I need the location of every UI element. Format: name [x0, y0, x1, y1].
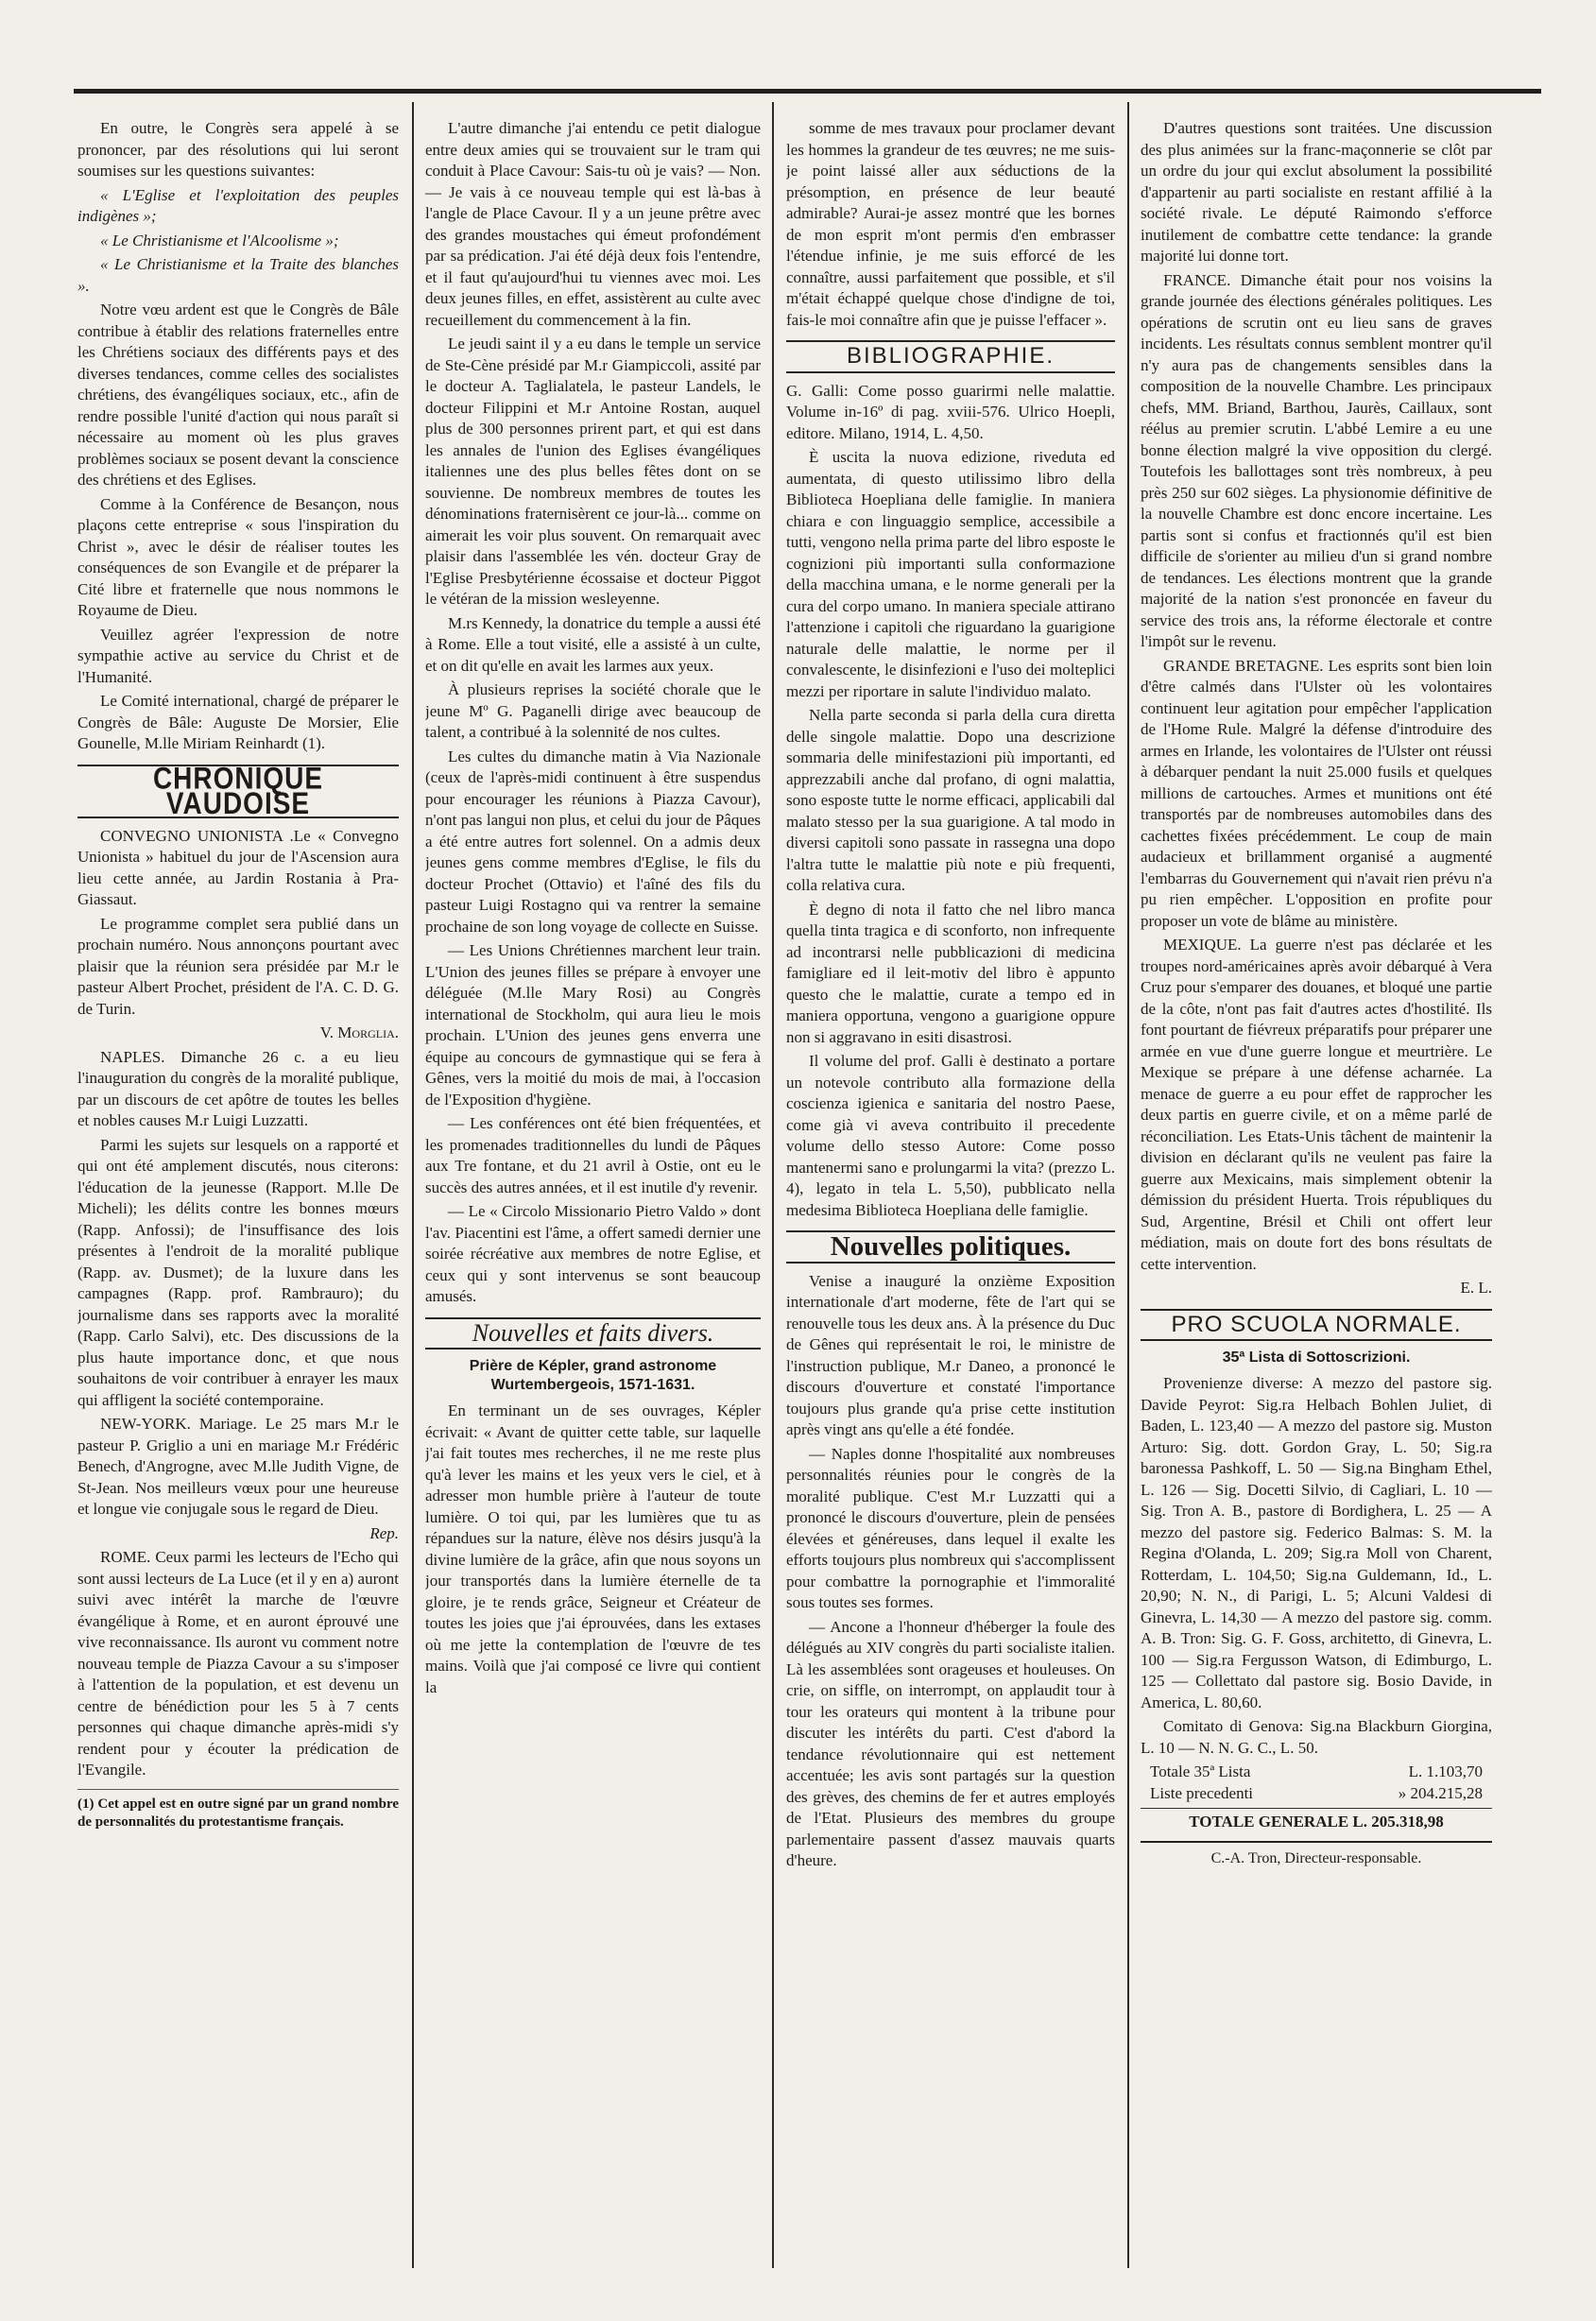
heading-text: Nouvelles et faits divers.	[472, 1318, 714, 1347]
paragraph: NAPLES. Dimanche 26 c. a eu lieu l'inauguration du congrès de la moralité publique, par un discours de cet apôtre de toutes les belles et nobles causes M.r Luigi Luzzatti.	[77, 1047, 399, 1129]
paragraph: « Le Christianisme et l'Alcoolisme »;	[100, 231, 339, 249]
subtotal-value: L. 1.103,70	[1408, 1762, 1483, 1780]
section-heading-bibliographie	[786, 340, 1115, 373]
paragraph: È degno di nota il fatto che nel libro manca quella tinta tragica e di sconforto, non infrequente ad incontrarsi nelle pubblicazioni di medicina famigliare ed il leit-motiv del libro è appunto questo che le malattie, curate a tempo ed in maniera opportuna, vengono a guarigione oppure non si aggravano in esiti disastrosi.	[786, 900, 1115, 1046]
paragraph: — Ancone a l'honneur d'héberger la foule des délégués au XIV congrès du parti socialiste italien. Là les assemblées sont orageuses et houleuses. On crie, on siffle, on interrompt, on applaudit tour à tour les orateurs qui montent à la tribune pour discuter les intérêts du parti. C'est d'abord la tendance révolutionnaire qui est nettement accentuée; les avis sont partagés sur la question des grèves, des chemins de fer et autres employés de l'Etat. Plusieurs des membres du groupe parlementaire passent d'assez mauvais quarts d'heure.	[786, 1617, 1115, 1869]
paragraph: Parmi les sujets sur lesquels on a rapporté et qui ont été amplement discutés, nous citerons: l'éducation de la jeunesse (Rapport. M.lle De Micheli); les délits contre les bonnes mœurs (Rapp. Anfossi); de l'insuffisance des lois présentes à l'endroit de la moralité publique (Rapp. av. Dusmet); de la luxure dans les campagnes (Rapp. prof. Rambrauro); du journalisme dans ses rapports avec la moralité (Rapp. Carlo Salvi), etc. Des discussions de la plus haute importance donc, et que nous souhaitons de voir contribuer à enrayer les maux qui affligent la société contemporaine.	[77, 1135, 399, 1409]
paragraph: — Les conférences ont été bien fréquentées, et les promenades traditionnelles du lundi de Pâques aux Tre fontane, et du 21 avril à Ostie, ont eu le succès des autres années, et il est inutile d'y revenir.	[425, 1114, 761, 1196]
heading-text: Nouvelles politiques.	[830, 1231, 1072, 1262]
rep-signature: Rep.	[369, 1523, 399, 1542]
paragraph: — Le « Circolo Missionario Pietro Valdo » dont l'av. Piacentini est l'âme, a offert samedi dernier une soirée récréative aux membres de notre Eglise, et ceux qui y sont intervenus se sont beaucoup amusés.	[425, 1202, 761, 1305]
grand-total: TOTALE GENERALE L. 205.318,98	[1141, 1808, 1492, 1833]
paragraph: ROME. Ceux parmi les lecteurs de l'Echo qui sont aussi lecteurs de La Luce (et il y en a) auront suivi avec intérêt la marche de l'œuvre évangélique à Rome, et en auront éprouvé une vive reconnaissance. Ils auront vu comment notre nouveau temple de Piazza Cavour a su s'imposer à l'attention de la population, et est devenu un centre de bénédiction pour les 5 à 7 cents personnes qui chaque dimanche après-midi s'y rendent pour y écouter la prédication de l'Evangile.	[77, 1548, 399, 1779]
section-heading-pro-scuola	[1141, 1309, 1492, 1342]
paragraph: En outre, le Congrès sera appelé à se prononcer, par des résolutions qui lui seront soumises sur les questions suivantes:	[77, 119, 399, 180]
paragraph: « Le Christianisme et la Traite des blanches ».	[77, 255, 399, 295]
paragraph: Notre vœu ardent est que le Congrès de Bâle contribue à établir des relations fraternelles entre les Chrétiens sociaux des différents pays et des diverses tendances, comme celles des socialistes chrétiens, des évangéliques sociaux, etc., afin de rendre possible l'unité d'action qui nous paraît si nécessaire au moment où les plus graves problèmes sociaux se posent devant la conscience des chrétiens et des Eglises.	[77, 301, 399, 489]
subtotal-label: Totale 35ª Lista	[1150, 1762, 1251, 1780]
paragraph: CONVEGNO UNIONISTA .Le « Convegno Unionista » habituel du jour de l'Ascension aura lieu cette année, au Jardin Rostania à Pra-Giassaut.	[77, 826, 399, 908]
paragraph: « L'Eglise et l'exploitation des peuples indigènes »;	[77, 185, 399, 225]
heading-text: CHRONIQUE VAUDOISE	[152, 761, 324, 819]
subheading: Prière de Képler, grand astronome Wurtembergeois, 1571-1631.	[469, 1358, 717, 1393]
paragraph: GRANDE BRETAGNE. Les esprits sont bien loin d'être calmés dans l'Ulster où les volontaires continuent leur agitation pour empêcher l'application de l'Home Rule. Malgré la défense d'introduire des armes en Irlande, les volontaires de l'Ulster ont réussi à débarquer pendant la nuit 25.000 fusils et quelques millions de cartouches. Armes et munitions ont été transportés par de nombreuses automobiles dans des cachettes fixées précédemment. Le coup de main audacieux et brillamment organisé a augmenté l'embarras du Gouvernement qui n'avait rien prévu n'a pu rien empêcher. L'opposition en profite pour proposer un vote de blâme au ministère.	[1141, 656, 1492, 930]
paragraph: Veuillez agréer l'expression de notre sympathie active au service du Christ et de l'Humanité.	[77, 625, 399, 686]
paragraph: FRANCE. Dimanche était pour nos voisins la grande journée des élections générales politiques. Les opérations de scrutin ont eu lieu sans de graves incidents. Les résultats connus semblent montrer qu'il n'y aura pas de changements sensibles dans la composition de la nouvelle Chambre. Les principaux chefs, MM. Briand, Barthou, Jaurès, Caillaux, sont réélus au premier scrutin. L'abbé Lemire a eu une bonne élection malgré la vive opposition du clergé. Toutefois les ballottages sont très nombreux, à peu près 250 sur 602 sièges. La physionomie définitive de la nouvelle Chambre est donc encore incertaine. Les partis sont si confus et fractionnés qu'il est bien difficile de s'orienter au milieu d'un si grand nombre de tendances. Les élections montrent que la grande majorité de la nation s'est prononcée en faveur du service des trois ans, la réforme électorale et contre l'impôt sur le revenu.	[1141, 270, 1492, 650]
paragraph: M.rs Kennedy, la donatrice du temple a aussi été à Rome. Elle a tout visité, elle a assisté à un culte, et on dit qu'elle en avait les larmes aux yeux.	[425, 613, 761, 675]
previous-value: » 204.215,28	[1398, 1783, 1483, 1802]
section-heading-chronique	[77, 761, 399, 819]
signature: V. Morglia.	[319, 1023, 399, 1041]
paragraph: Les cultes du dimanche matin à Via Nazionale (ceux de l'après-midi continuent à être suspendus pour encourager les réunions à Piazza Cavour), n'ont pas langui non plus, et celui du jour de Pâques a été entre autres fort solennel. On a admis deux jeunes gens comme membres d'Eglise, le fils du docteur Prochet (Ottavio) et l'aîné des fils du pasteur Luigi Rostagno qui va rentrer la semaine prochaine de son long voyage de collecte en Suisse.	[425, 747, 761, 936]
column-divider	[1127, 102, 1129, 2268]
paragraph: È uscita la nuova edizione, riveduta ed aumentata, di questo utilissimo libro della Biblioteca Hoepliana delle famiglie. In maniera chiara e con linguaggio semplice, accessibile a tutti, vengono nella prima parte del libro esposte le cognizioni più importanti sulla conformazione della macchina umana, e le norme generali per la cura del corpo umano. In maniera speciale attirano l'attenzione i capitoli che riguardano la guarigione naturale delle malattie, le norme per il convalescente, le disinfezioni e l'uso dei molteplici mezzi per riportare in salute l'individuo malato.	[786, 448, 1115, 700]
paragraph: — Les Unions Chrétiennes marchent leur train. L'Union des jeunes filles se prépare à envoyer une déléguée (M.lle Mary Rosi) au Congrès international de Stockholm, qui aura lieu le mois prochain. L'Union des jeunes gens enverra une équipe au concours de gymnastique qui se fera à Gênes, vers la moitié du mois de mai, à l'occasion de l'Exposition d'hygiène.	[425, 941, 761, 1109]
paragraph: Le Comité international, chargé de préparer le Congrès de Bâle: Auguste De Morsier, Elie Gounelle, M.lle Miriam Reinhardt (1).	[77, 692, 399, 752]
editor-signature: C.-A. Tron, Directeur-responsable.	[1141, 1841, 1492, 1870]
previous-total-row	[1141, 1783, 1492, 1805]
column-1	[77, 118, 399, 2282]
paragraph: D'autres questions sont traitées. Une discussion des plus animées sur la franc-maçonnerie se clôt par un ordre du jour qui exclut absolument la possibilité d'appartenir au parti socialiste en restant affilié à la société rivale. Le député Raimondo s'efforce inutilement de combattre cette tendance: la grande majorité lui donne tort.	[1141, 119, 1492, 265]
column-3	[786, 118, 1115, 2282]
paragraph: Nella parte seconda si parla della cura diretta delle singole malattie. Dopo una descrizione sommaria delle minifestazioni più importanti, ed apprezzabili anche dal profano, di ogni malattia, sono esposte tutte le norme efficaci, applicabili dal malato stesso per la sua guarigione. A tal modo in diversi capitoli sono passate in rassegna una dopo l'altra tutte le malattie più note e più frequenti, colla relativa cura.	[786, 706, 1115, 894]
paragraph: L'autre dimanche j'ai entendu ce petit dialogue entre deux amies qui se trouvaient sur le tram qui conduit à Place Cavour: Sais-tu où je vais? — Non. — Je vais à ce nouveau temple qui est là-bas à l'angle de Place Cavour. Il y a un jeune prêtre avec des grandes moustaches qui émeut profondément par sa prédication. J'ai été déjà deux fois l'entendre, et il faut qu'aujourd'hui tu viennes avec moi. Les deux jeunes filles, en effet, assistèrent au culte avec recueillement du commencement à la fin.	[425, 119, 761, 329]
section-heading-nouvelles-politiques	[786, 1230, 1115, 1264]
footnote: (1) Cet appel est en outre signé par un grand nombre de personnalités du protestantisme français.	[77, 1789, 399, 1831]
paragraph: — Naples donne l'hospitalité aux nombreuses personnalités réunies pour le congrès de la moralité publique. C'est M.r Luzzatti qui a prononcé le discours d'ouverture, plein de pensées élevées et généreuses, dans lequel il exalte les efforts toujours plus nombreux qui s'accomplissent pour combattre la pornographie et l'immoralité sous toutes ses formes.	[786, 1444, 1115, 1611]
heading-text: BIBLIOGRAPHIE.	[846, 343, 1055, 369]
paragraph: Provenienze diverse: A mezzo del pastore sig. Davide Peyrot: Sig.ra Helbach Bohlen Juliet, di Baden, L. 123,40 — A mezzo del pastore sig. Muston Arturo: Sig. dott. Gordon Gray, L. 50; Sig.ra baronessa Pashkoff, L. 50 — Sig.na Bingham Ethel, L. 126 — Sig. Docetti Silvio, di Cagliari, L. 10 — Sig. Tron A. B., pastore di Bordighera, L. 25 — A mezzo del pastore sig. Federico Balmas: S. M. la Regina d'Olanda, L. 209; Sig.ra Moll von Charent, Rotterdam, L. 104,50; Sig.na Guldemann, Id., L. 20,90; N. N., di Parigi, L. 5; Alcuni Valdesi di Ginevra, L. 14,30 — A mezzo del pastore sig. comm. A. B. Tron: Sig. G. F. Goss, architetto, di Ginevra, L. 100 — Sig.ra Fergusson Watson, di Edimburgo, L. 125 — Collettato dal pastore sig. Bosio Davide, in America, L. 80,60.	[1141, 1374, 1492, 1711]
heading-text: PRO SCUOLA NORMALE.	[1171, 1311, 1462, 1337]
paragraph: Comitato di Genova: Sig.na Blackburn Giorgina, L. 10 — N. N. G. C., L. 50.	[1141, 1717, 1492, 1757]
paragraph: somme de mes travaux pour proclamer devant les hommes la grandeur de tes œuvres; ne me suis-je point laissé aller aux séductions de la présomption, en présence de leur beauté admirable? Aurai-je assez montré que les bornes de mon esprit m'ont permis d'en embrasser l'étendue infinie, je me suis efforcé de les connaître, aussi parfaitement que possible, et s'il m'était échappé quelque chose d'indigne de toi, fais-le moi connaître afin que je puisse l'effacer ».	[786, 119, 1115, 329]
paragraph: Comme à la Conférence de Besançon, nous plaçons cette entreprise « sous l'inspiration du Christ », avec le désir de réaliser toutes les conséquences de son Evangile et de préparer la Cité libre et fraternelle que nous nommons le Royaume de Dieu.	[77, 494, 399, 619]
subheading: 35ª Lista di Sottoscrizioni.	[1222, 1350, 1411, 1366]
top-rule	[74, 89, 1541, 94]
paragraph: Venise a inauguré la onzième Exposition internationale d'art moderne, fête de l'art qui se renouvelle tous les deux ans. À la présence du Duc de Gênes qui représentait le roi, le ministre de l'instruction publique, M.r Daneo, a prononcé le discours d'ouverture et constaté l'importance toujours plus grande qu'a prise cette institution après vingt ans qu'elle a été fondée.	[786, 1271, 1115, 1438]
paragraph: Le jeudi saint il y a eu dans le temple un service de Ste-Cène présidé par M.r Giampiccoli, assité par le docteur A. Taglialatela, le pasteur Landels, le docteur Filippini et M.r Antoine Rostan, auquel plus de 300 personnes prirent part, et qui est dans les annales de l'union des Eglises évangéliques italiennes une des plus belles fêtes dont on se souvienne. De nombreux membres de toutes les dénominations fraternisèrent ce jour-là... comme on aimerait les voir plus souvent. On remarquait avec plaisir dans l'assemblée les vén. docteur Gray de l'Eglise Presbytérienne écossaise et docteur Piggot le vétéran de la mission wesleyenne.	[425, 335, 761, 608]
section-heading-faits-divers	[425, 1317, 761, 1350]
column-divider	[412, 102, 414, 2268]
paragraph: Il volume del prof. Galli è destinato a portare un notevole contributo alla formazione della coscienza igienica e sanitaria del nostro Paese, come già vi aveva contribuito il precedente volume dello stesso Autore: Come posso mantenermi sano e prolungarmi la vita? (prezzo L. 4), legato in tela L. 5,50), pubblicato nella medesima Biblioteca Hoepliana delle famiglie.	[786, 1052, 1115, 1219]
paragraph: MEXIQUE. La guerre n'est pas déclarée et les troupes nord-américaines après avoir débarqué à Vera Cruz pour s'emparer des douanes, et bloqué une partie de la côte, n'ont pas fait d'autres actes d'hostilité. Ils font pourtant de fiévreux préparatifs pour préparer une armée en vue d'une guerre longue et meurtrière. Le Mexique se prépare à une défense acharnée. La menace de guerre a eu pour effet de rapprocher les deux partis en guerre civile, et on a même parlé de réconciliation. Les Etats-Unis tâchent de maintenir la division en déclarant qu'ils ne veulent pas faire la guerre aux Mexicains, mais simplement obtenir la démission du président Huerta. Trois républiques du Sud, Argentine, Brésil et Chili ont offert leur médiation, mais on doute fort des bons résultats de cette intervention.	[1141, 936, 1492, 1273]
previous-label: Liste precedenti	[1150, 1783, 1254, 1802]
paragraph: En terminant un de ses ouvrages, Képler écrivait: « Avant de quitter cette table, sur laquelle j'ai fait toutes mes recherches, il ne me reste plus qu'à lever les mains et les yeux vers le ciel, et à adresser mon humble prière à l'auteur de toute lumière. O toi qui, par les lumières que tu as répandues sur la nature, élève nos désirs jusqu'à la divine lumière de la grâce, afin que nous soyons un jour transportés dans la lumière éternelle de ta gloire, je te rends grâce, Seigneur et Créateur de toutes les joies que j'ai éprouvées, dans les extases où me jette la contemplation de l'œuvre de tes mains. Voilà que j'ai composé ce livre qui contient la	[425, 1401, 761, 1696]
paragraph: G. Galli: Come posso guarirmi nelle malattie. Volume in-16º di pag. xviii-576. Ulrico Hoepli, editore. Milano, 1914, L. 4,50.	[786, 381, 1115, 442]
subtotal-row	[1141, 1762, 1492, 1783]
column-4	[1141, 118, 1492, 2282]
paragraph: À plusieurs reprises la société chorale que le jeune Mº G. Paganelli dirige avec beaucoup de talent, a contribué à la solennité de nos cultes.	[425, 680, 761, 741]
column-2	[425, 118, 761, 2282]
column-divider	[772, 102, 774, 2268]
paragraph: NEW-YORK. Mariage. Le 25 mars M.r le pasteur P. Griglio a uni en mariage M.r Frédéric Benech, d'Angrogne, avec M.lle Judith Vigne, de St-Jean. Nos meilleurs vœux pour une heureuse et longue vie conjugale sous le regard de Dieu.	[77, 1415, 399, 1518]
paragraph: Le programme complet sera publié dans un prochain numéro. Nous annonçons pourtant avec plaisir que la réunion sera présidée par M.r le pasteur Albert Prochet, président de l'A. C. D. G. de Turin.	[77, 914, 399, 1018]
author-initials: E. L.	[1460, 1279, 1492, 1297]
